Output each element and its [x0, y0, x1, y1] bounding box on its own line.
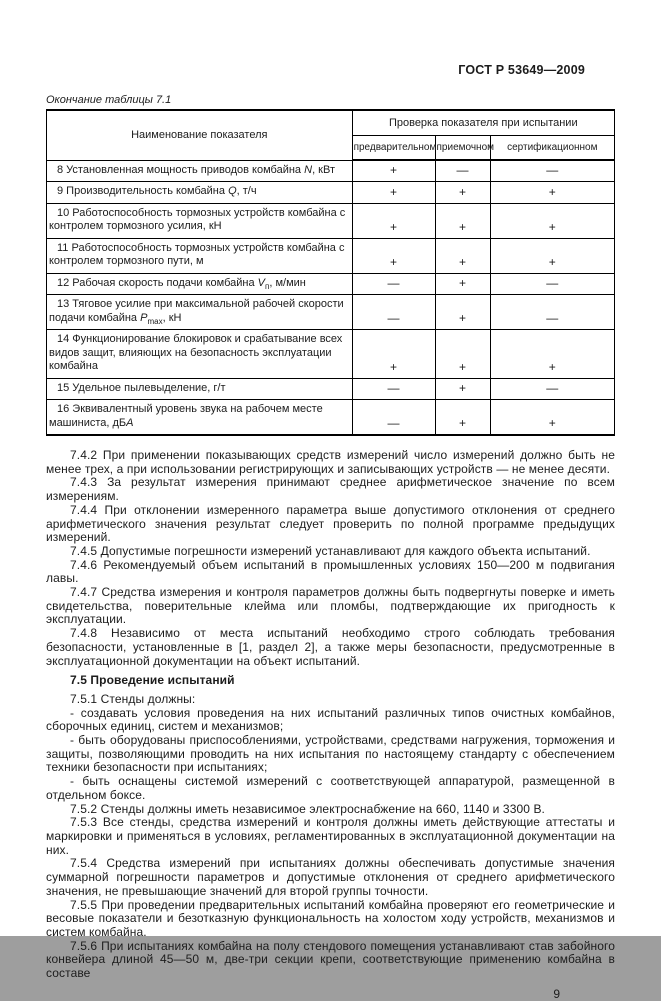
indicator-name: 12 Рабочая скорость подачи комбайна $V_п$, м/мин	[47, 273, 353, 295]
list-item-stands-2: - быть оборудованы приспособлениями, устройствами, средствами нагружения, торможения и защиты, позволяющими проводить на них испытания по настоящему стандарту с обеспечением техники безопасности при испытаниях;	[46, 733, 615, 775]
check-cell: +	[352, 330, 435, 379]
paragraph-7-4-5: 7.4.5 Допустимые погрешности измерений устанавливают для каждого объекта испытаний.	[70, 543, 591, 558]
check-cell: —	[435, 160, 490, 182]
paragraph-7-4-3: 7.4.3 За результат измерения принимают среднее арифметическое значение по всем измерениям.	[46, 475, 615, 504]
section-heading-7-5: 7.5 Проведение испытаний	[70, 673, 235, 688]
check-cell: +	[352, 238, 435, 273]
check-cell: —	[490, 273, 614, 295]
paragraph-7-5-3: 7.5.3 Все стенды, средства измерений и контроля должны иметь действующие аттестаты и маркировки и применяться в условиях, регламентированных в эксплуатационной документации на них.	[46, 815, 615, 857]
check-cell: +	[435, 400, 490, 436]
check-cell: +	[490, 400, 614, 436]
indicator-name: 13 Тяговое усилие при максимальной рабочей скорости подачи комбайна $P_{max}$, кН	[47, 295, 353, 330]
check-cell: +	[435, 182, 490, 204]
check-cell: —	[352, 273, 435, 295]
indicator-name: 8 Установленная мощность приводов комбайна N, кВт	[47, 160, 353, 182]
check-cell: +	[352, 203, 435, 238]
check-cell: +	[435, 238, 490, 273]
check-cell: +	[490, 238, 614, 273]
table-row	[47, 160, 615, 182]
indicator-name: 15 Удельное пылевыделение, г/т	[47, 378, 353, 400]
column-header-group: Проверка показателя при испытании	[352, 110, 614, 136]
check-cell: +	[490, 203, 614, 238]
check-cell: +	[435, 273, 490, 295]
paragraph-7-4-6: 7.4.6 Рекомендуемый объем испытаний в промышленных условиях 150—200 м подвигания лавы.	[46, 557, 615, 586]
indicator-name: 11 Работоспособность тормозных устройств комбайна с контролем тормозного пути, м	[47, 238, 353, 273]
table-header-row	[47, 110, 615, 136]
paragraph-7-4-8: 7.4.8 Независимо от места испытаний необходимо строго соблюдать требования безопасности, установленные в [1, раздел 2], а также меры безопасности, предусмотренные в эксплуатационной документации на объект испытаний.	[46, 626, 615, 668]
table-row	[47, 295, 615, 330]
table-row	[47, 378, 615, 400]
indicator-name: 9 Производительность комбайна Q, т/ч	[47, 182, 353, 204]
check-cell: +	[352, 160, 435, 182]
list-item-stands-1: - создавать условия проведения на них испытаний различных типов очистных комбайнов, сборочных единиц, систем и механизмов;	[46, 705, 615, 734]
doc-code-header: ГОСТ Р 53649—2009	[458, 63, 585, 77]
table-row	[47, 182, 615, 204]
paragraph-7-4-2: 7.4.2 При применении показывающих средств измерений число измерений должно быть не менее трех, а при использовании регистрирующих и записывающих устройств — не менее десяти.	[46, 448, 615, 476]
paragraph-7-5-5: 7.5.5 При проведении предварительных испытаний комбайна проверяют его геометрические и весовые показатели и безотказную функциональность на холостом ходу устройств, механизмов и систем комбайна.	[46, 897, 615, 939]
paragraph-7-4-7: 7.4.7 Средства измерения и контроля параметров должны быть подвергнуты поверке и иметь свидетельства, поверительные клейма или пломбы, подтверждающие их пригодность к эксплуатации.	[46, 585, 615, 627]
paragraph-7-5-6: 7.5.6 При испытаниях комбайна на полу стендового помещения устанавливают став забойного конвейера длиной 45—50 м, две-три секции крепи, соответствующие применению комбайна в составе	[46, 938, 615, 981]
table-row	[47, 273, 615, 295]
paragraph-7-5-4: 7.5.4 Средства измерений при испытаниях должны обеспечивать допустимые значения суммарной погрешности параметров и допустимые отклонения от среднего арифметического значения, не превышающие значений для второй группы точности.	[46, 856, 615, 898]
table-caption: Окончание таблицы 7.1	[46, 94, 172, 106]
paragraph-7-5-1: 7.5.1 Стенды должны:	[70, 691, 196, 706]
page-number: 9	[553, 986, 560, 1001]
check-cell: —	[490, 295, 614, 330]
check-cell: +	[435, 295, 490, 330]
check-cell: —	[490, 160, 614, 182]
paragraph-7-4-4: 7.4.4 При отклонении измеренного параметра выше допустимого отклонения от среднего арифметического значения результат следует проверить по полной программе предыдущих измерений.	[46, 502, 615, 545]
indicator-name: 16 Эквивалентный уровень звука на рабочем месте машиниста, дБА	[47, 400, 353, 436]
column-header-name: Наименование показателя	[47, 110, 353, 160]
check-cell: +	[352, 182, 435, 204]
paragraph-7-5-2: 7.5.2 Стенды должны иметь независимое электроснабжение на 660, 1140 и 3300 В.	[70, 801, 545, 816]
check-cell: +	[435, 330, 490, 379]
indicator-name: 14 Функционирование блокировок и срабатывание всех видов защит, влияющих на безопасность эксплуатации комбайна	[47, 330, 353, 379]
check-cell: +	[435, 378, 490, 400]
check-cell: —	[352, 400, 435, 436]
check-cell: +	[490, 182, 614, 204]
check-cell: —	[352, 378, 435, 400]
indicators-table	[46, 109, 615, 436]
column-header-acceptance: приемочном	[435, 136, 490, 161]
list-item-stands-3: - быть оснащены системой измерений с соответствующей аппаратурой, размещенной в отдельном боксе.	[46, 774, 615, 802]
check-cell: +	[435, 203, 490, 238]
table-row	[47, 238, 615, 273]
table-row	[47, 203, 615, 238]
indicator-name: 10 Работоспособность тормозных устройств комбайна с контролем тормозного усилия, кН	[47, 203, 353, 238]
check-cell: +	[490, 330, 614, 379]
check-cell: —	[352, 295, 435, 330]
body-text	[46, 449, 615, 981]
column-header-certification: сертификационном	[490, 136, 614, 161]
table-row	[47, 330, 615, 379]
check-cell: —	[490, 378, 614, 400]
column-header-preliminary: предварительном	[352, 136, 435, 161]
table-row	[47, 400, 615, 436]
